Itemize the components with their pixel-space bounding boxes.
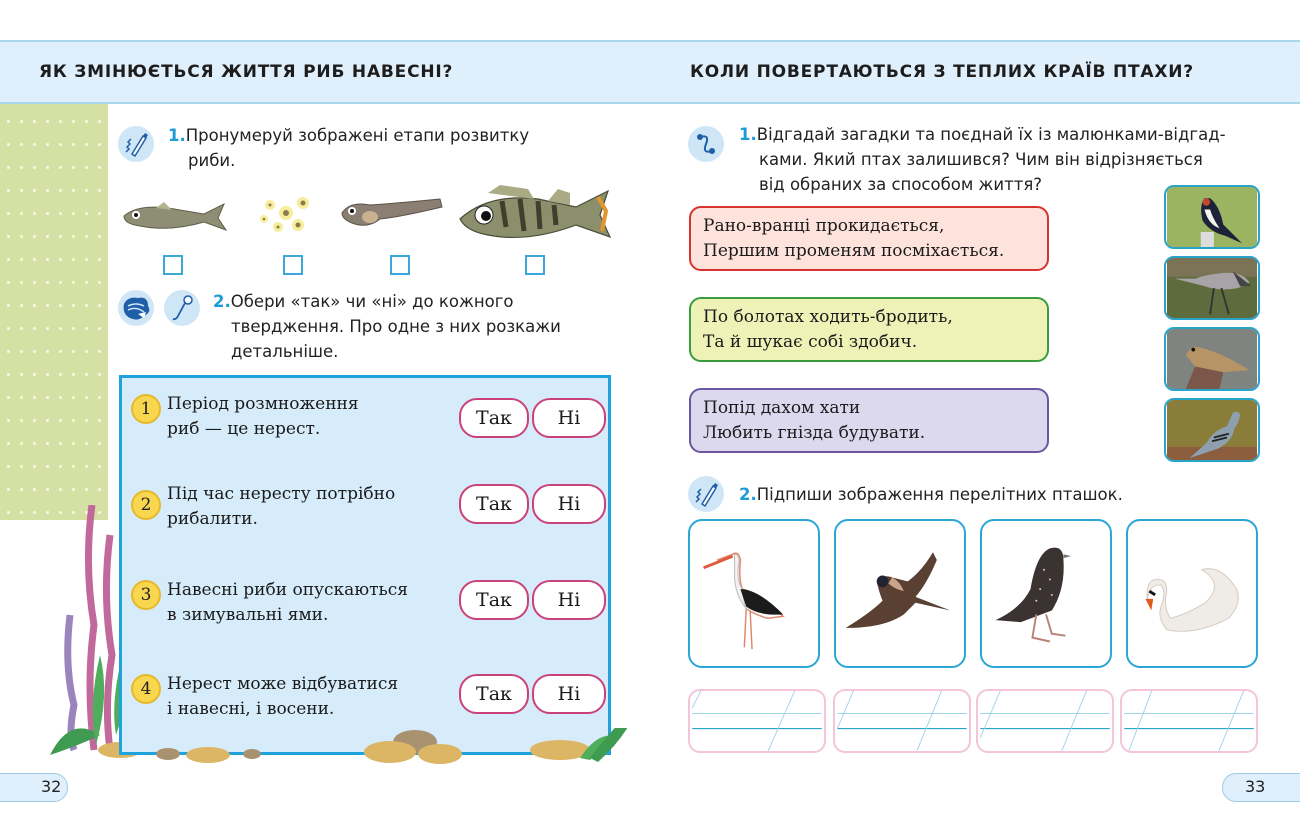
- right-task2-instructions: 2.Підпиши зображення перелітних пташок.: [739, 485, 1123, 504]
- no-button[interactable]: Ні: [532, 484, 606, 524]
- yes-button[interactable]: Так: [459, 398, 529, 438]
- riddle-card-3[interactable]: Попід дахом хати Любить гнізда будувати.: [689, 388, 1049, 453]
- stage-number-box-3[interactable]: [390, 255, 410, 275]
- answer-image-crane[interactable]: [1164, 256, 1260, 320]
- bird-card-starling: [980, 519, 1112, 668]
- answer-image-pigeon[interactable]: [1164, 398, 1260, 462]
- bird-card-swan: [1126, 519, 1258, 668]
- bird-name-input-2[interactable]: [833, 689, 971, 753]
- page-number-left: 32: [0, 773, 68, 802]
- answer-image-skylark[interactable]: [1164, 327, 1260, 391]
- task-number: 2.: [213, 292, 231, 311]
- larva-image: [340, 195, 445, 235]
- task-number: 1.: [168, 126, 186, 145]
- bird-name-input-1[interactable]: [688, 689, 826, 753]
- riddle-card-1[interactable]: Рано-вранці прокидається, Першим променям посміхається.: [689, 206, 1049, 271]
- statement-text: Період розмноження риб — це нерест.: [167, 394, 359, 439]
- statement-text: Нерест може відбуватися і навесні, і восени.: [167, 674, 399, 719]
- bird-card-swallow: [834, 519, 966, 668]
- left-page-title: ЯК ЗМІНЮЄТЬСЯ ЖИТТЯ РИБ НАВЕСНІ?: [39, 62, 454, 82]
- dotted-side-panel: [0, 104, 108, 520]
- task-number: 1.: [739, 125, 757, 144]
- microphone-icon: [164, 290, 200, 326]
- right-task1-instructions: 1.Відгадай загадки та поєднай їх із малюнками-відгад- ками. Який птах залишився? Чим він відрізняється від обраних за способом життя?: [739, 125, 1226, 194]
- young-fish-image: [120, 198, 230, 238]
- no-button[interactable]: Ні: [532, 674, 606, 714]
- bird-name-input-4[interactable]: [1120, 689, 1258, 753]
- bird-name-input-3[interactable]: [976, 689, 1114, 753]
- task-number: 2.: [739, 485, 757, 504]
- no-button[interactable]: Ні: [532, 398, 606, 438]
- connect-lines-icon: [688, 126, 724, 162]
- page-number-right: 33: [1222, 773, 1300, 802]
- pencil-write-icon: [118, 126, 154, 162]
- stage-number-box-1[interactable]: [163, 255, 183, 275]
- pencil-write-icon: [688, 476, 724, 512]
- statement-number-badge: 4: [131, 674, 161, 704]
- stage-number-box-4[interactable]: [525, 255, 545, 275]
- right-page-title: КОЛИ ПОВЕРТАЮТЬСЯ З ТЕПЛИХ КРАЇВ ПТАХИ?: [690, 62, 1194, 82]
- fish-eggs-image: [258, 193, 313, 238]
- left-task2-instructions: 2.Обери «так» чи «ні» до кожного твердження. Про одне з них розкажи детальніше.: [213, 292, 561, 361]
- group-work-icon: [118, 290, 154, 326]
- adult-perch-image: [458, 183, 613, 245]
- statement-number-badge: 3: [131, 580, 161, 610]
- yes-button[interactable]: Так: [459, 580, 529, 620]
- riddle-card-2[interactable]: По болотах ходить-бродить, Та й шукає собі здобич.: [689, 297, 1049, 362]
- statement-text: Навесні риби опускаються в зимувальні ями.: [167, 580, 409, 625]
- yes-button[interactable]: Так: [459, 674, 529, 714]
- no-button[interactable]: Ні: [532, 580, 606, 620]
- stones-decoration: [150, 728, 650, 768]
- bird-card-stork: [688, 519, 820, 668]
- statements-panel: [119, 375, 611, 755]
- left-task1-instructions: 1.Пронумеруй зображені етапи розвитку риби.: [168, 126, 530, 170]
- yes-button[interactable]: Так: [459, 484, 529, 524]
- statement-text: Під час нересту потрібно рибалити.: [167, 484, 396, 529]
- stage-number-box-2[interactable]: [283, 255, 303, 275]
- answer-image-swallow[interactable]: [1164, 185, 1260, 249]
- statement-number-badge: 2: [131, 490, 161, 520]
- statement-number-badge: 1: [131, 394, 161, 424]
